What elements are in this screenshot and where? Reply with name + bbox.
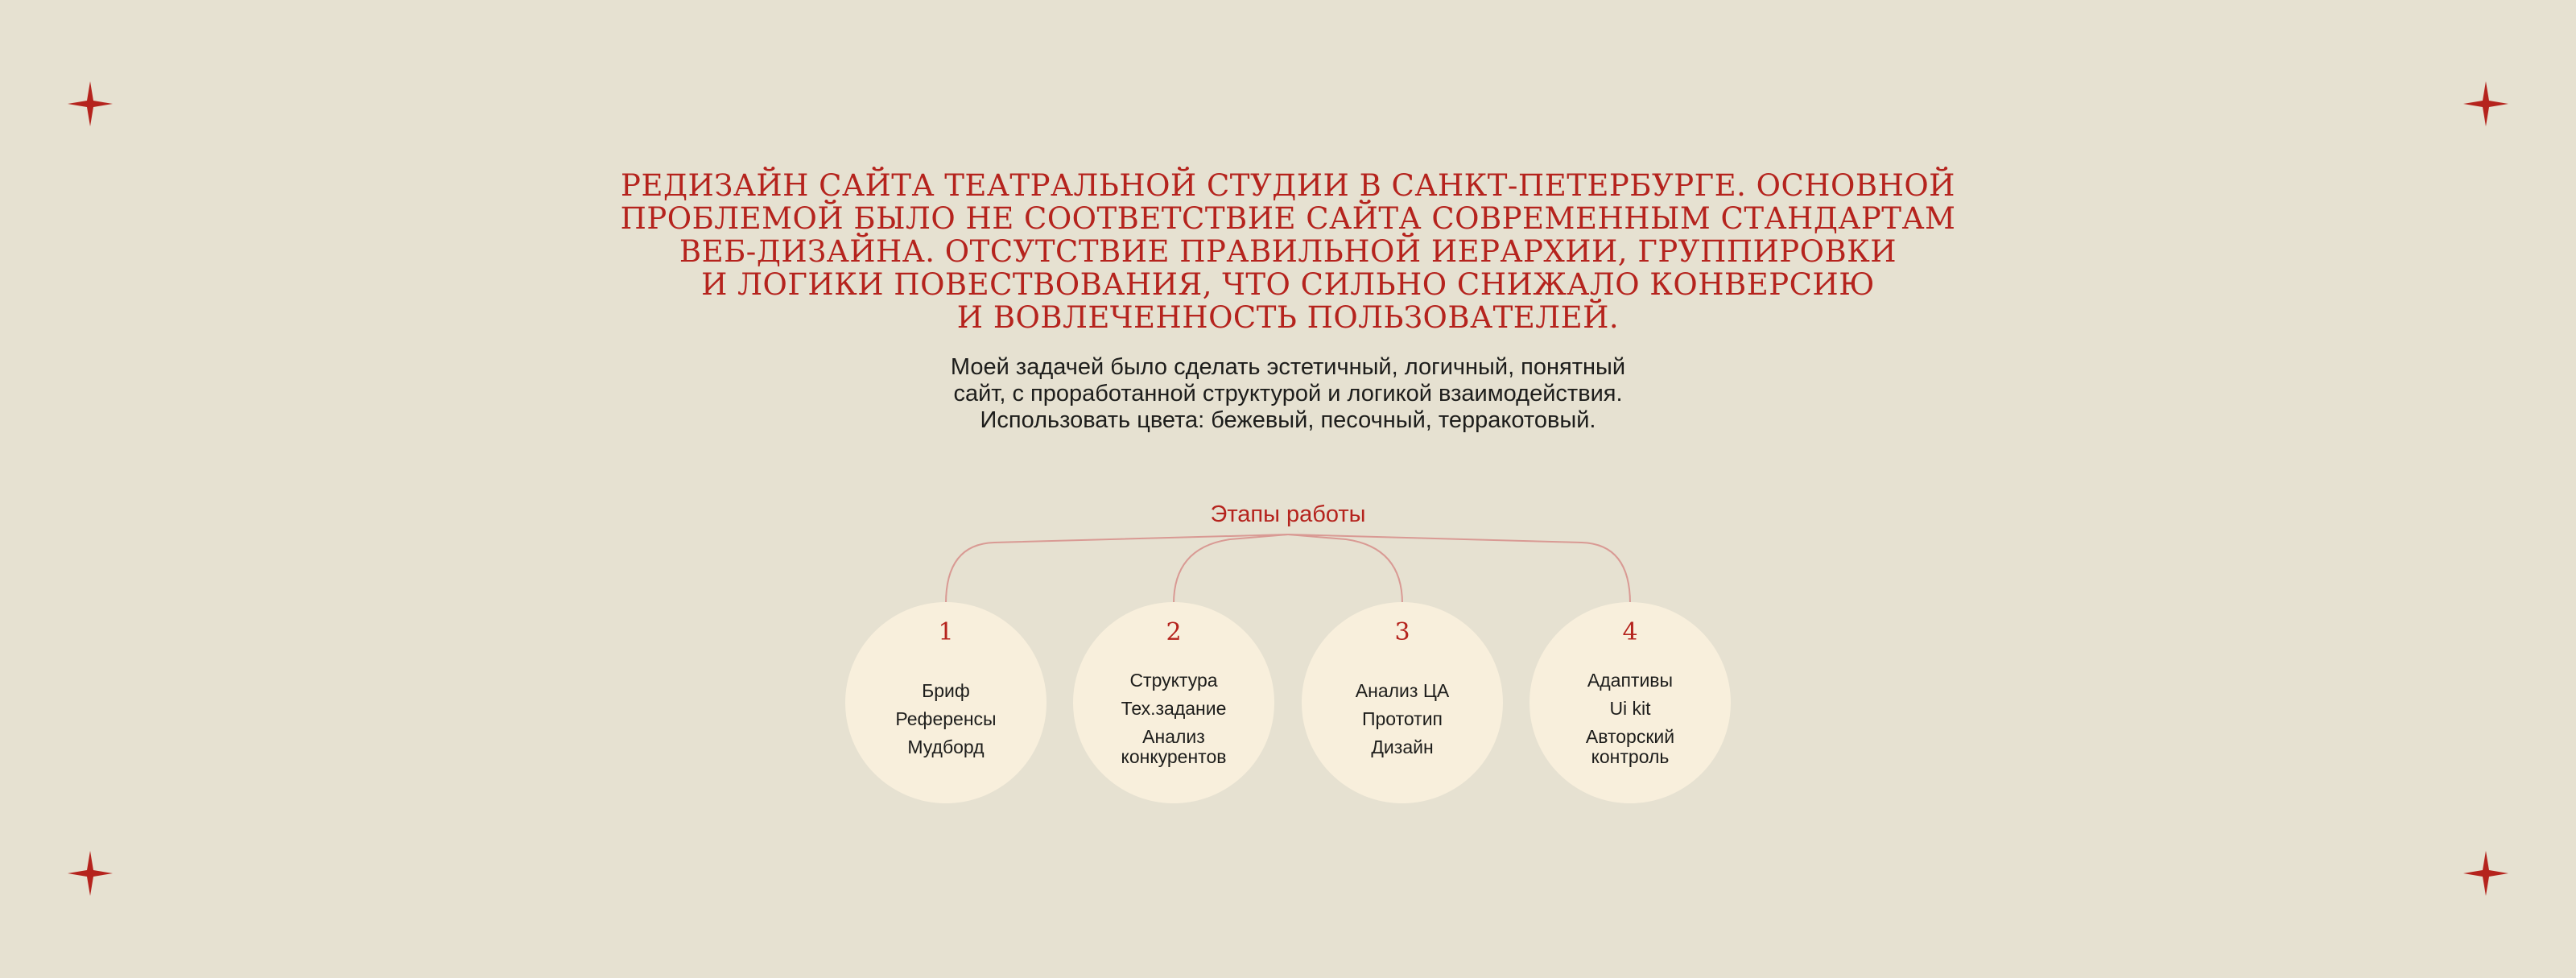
stage-circle-2: [1073, 602, 1274, 803]
connector-line-3: [1288, 534, 1402, 604]
stage-items: [1546, 658, 1715, 779]
stage-items: [1089, 658, 1258, 779]
stage-circle-4: [1530, 602, 1731, 803]
description-line: сайт, с проработанной структурой и логикой взаимодействия.: [953, 381, 1623, 406]
stage-item: Авторский контроль: [1585, 726, 1675, 767]
connector-line-1: [946, 534, 1288, 604]
stage-items: [1318, 658, 1487, 779]
stage-item: Анализ ЦА: [1355, 679, 1450, 701]
stage-item: Бриф: [922, 679, 970, 701]
project-headline: [483, 169, 2093, 334]
stage-circle-3: [1302, 602, 1503, 803]
stage-item: Дизайн: [1371, 736, 1434, 757]
stages-title: Этапы работы: [1210, 501, 1366, 527]
stage-number: 1: [938, 618, 954, 646]
stage-item: Ui kit: [1609, 698, 1651, 719]
headline-line: ПРОБЛЕМОЙ БЫЛО НЕ СООТВЕТСТВИЕ САЙТА СОВРЕМЕННЫМ СТАНДАРТАМ: [620, 201, 1956, 236]
description-line: Использовать цвета: бежевый, песочный, терракотовый.: [980, 407, 1596, 433]
stage-number: 4: [1622, 618, 1638, 646]
stage-item: Мудборд: [907, 736, 985, 757]
project-description: [724, 354, 1852, 434]
connector-line-4: [1288, 534, 1630, 604]
stage-item: Адаптивы: [1587, 670, 1674, 691]
headline-line: РЕДИЗАЙН САЙТА ТЕАТРАЛЬНОЙ СТУДИИ В САНКТ-ПЕТЕРБУРГЕ. ОСНОВНОЙ: [621, 168, 1955, 203]
headline-line: И ЛОГИКИ ПОВЕСТВОВАНИЯ, ЧТО СИЛЬНО СНИЖАЛО КОНВЕРСИЮ: [701, 267, 1875, 302]
connector-line-2: [1174, 534, 1288, 604]
stage-items: [861, 658, 1030, 779]
stage-number: 3: [1394, 618, 1410, 646]
description-line: Моей задачей было сделать эстетичный, логичный, понятный: [950, 354, 1626, 380]
stage-item: Референсы: [895, 708, 997, 729]
stage-item: Анализ конкурентов: [1121, 726, 1227, 767]
star-icon: [66, 80, 114, 128]
stage-item: Тех.задание: [1121, 698, 1227, 719]
stage-circle-1: [845, 602, 1046, 803]
headline-line: ВЕБ-ДИЗАЙНА. ОТСУТСТВИЕ ПРАВИЛЬНОЙ ИЕРАРХИИ, ГРУППИРОВКИ: [679, 234, 1897, 269]
star-icon: [2462, 849, 2510, 898]
stage-item: Структура: [1129, 670, 1218, 691]
star-icon: [2462, 80, 2510, 128]
stage-item: Прототип: [1361, 708, 1443, 729]
star-icon: [66, 849, 114, 898]
stage-number: 2: [1166, 618, 1182, 646]
headline-line: И ВОВЛЕЧЕННОСТЬ ПОЛЬЗОВАТЕЛЕЙ.: [956, 300, 1620, 335]
